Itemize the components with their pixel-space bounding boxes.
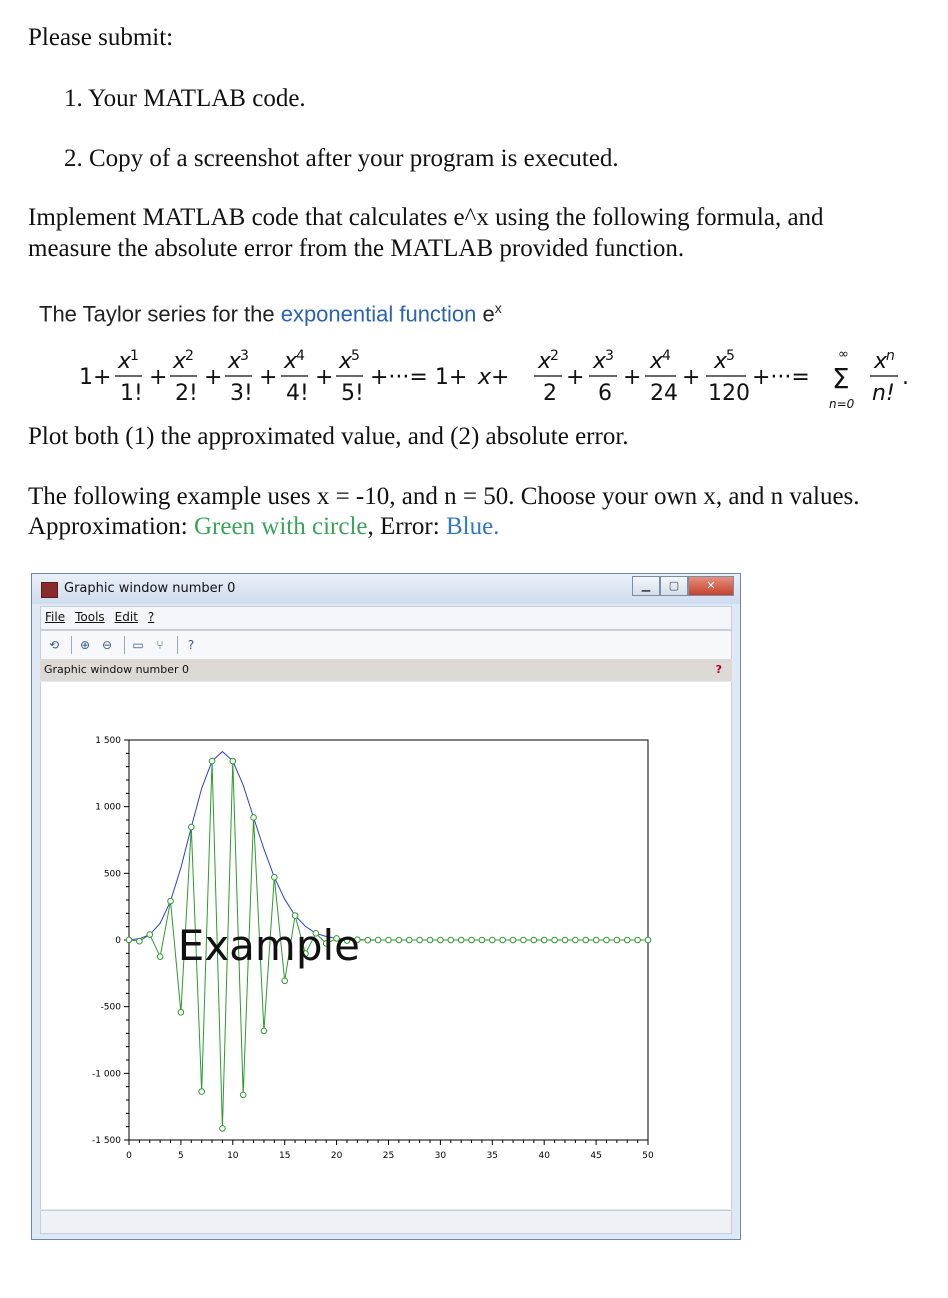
- x-tick-label: 15: [278, 1151, 291, 1161]
- implement-line-2: measure the absolute error from the MATLAB provided function.: [28, 235, 685, 262]
- approx-point: [406, 937, 412, 943]
- submit-item-2: 2. Copy of a screenshot after your program is executed.: [64, 145, 619, 172]
- toolbar: [40, 630, 732, 660]
- example-text: The following example uses x = -10, and n = 50. Choose your own x, and n values.: [28, 483, 860, 510]
- svg-text:+: +: [315, 365, 334, 390]
- approx-point: [126, 937, 132, 943]
- svg-text:5!: 5!: [341, 381, 364, 406]
- graphic-window: [31, 573, 741, 1240]
- approx-color-text: Green with circle: [193, 513, 368, 540]
- x-tick-label: 5: [178, 1151, 184, 1161]
- svg-text:+: +: [682, 365, 701, 390]
- x-tick-label: 25: [382, 1151, 395, 1161]
- implement-line-1: Implement MATLAB code that calculates e^x using the following formula, and: [28, 204, 824, 231]
- approx-point: [147, 932, 153, 938]
- chart: [41, 682, 733, 1209]
- zoom-in-icon[interactable]: ⊕: [79, 638, 91, 652]
- svg-text:2: 2: [550, 348, 559, 364]
- please-submit: Please submit:: [28, 24, 174, 51]
- toolbar-separator: [124, 636, 125, 654]
- svg-text:4: 4: [296, 348, 305, 364]
- window-title: Graphic window number 0: [64, 581, 236, 596]
- window-controls: [632, 576, 734, 595]
- approx-point: [386, 937, 392, 943]
- taylor-heading-e: e: [476, 301, 495, 327]
- svg-text:x: x: [118, 349, 132, 374]
- svg-text:+: +: [259, 365, 278, 390]
- zoom-out-icon[interactable]: ⊖: [101, 638, 113, 652]
- approx-point: [417, 937, 423, 943]
- y-tick-label: -1 000: [91, 1069, 121, 1080]
- approx-point: [230, 758, 236, 764]
- approx-point: [624, 937, 630, 943]
- approx-point: [261, 1028, 267, 1034]
- approx-point: [552, 937, 558, 943]
- approx-point: [188, 824, 194, 830]
- approx-point: [209, 758, 215, 764]
- svg-text:+···= 1+: +···= 1+: [370, 365, 468, 390]
- approx-point: [240, 1092, 246, 1098]
- approx-point: [272, 874, 278, 880]
- approx-point: [604, 937, 610, 943]
- approx-point: [157, 954, 163, 960]
- svg-text:5: 5: [351, 348, 360, 364]
- approx-point: [458, 937, 464, 943]
- svg-text:x: x: [173, 349, 187, 374]
- svg-text:x: x: [593, 349, 607, 374]
- approx-point: [448, 937, 454, 943]
- svg-text:2: 2: [543, 381, 557, 406]
- toolbar-separator: [177, 636, 178, 654]
- x-tick-label: 20: [330, 1151, 343, 1161]
- window-info-label: Graphic window number 0: [44, 663, 189, 676]
- menu-file[interactable]: File: [45, 610, 66, 624]
- svg-text:n!: n!: [872, 381, 895, 406]
- approx-point: [500, 937, 506, 943]
- approx-point: [510, 937, 516, 943]
- scilab-icon: [41, 582, 58, 598]
- approx-point: [375, 937, 381, 943]
- approx-point: [562, 937, 568, 943]
- svg-text:120: 120: [708, 381, 750, 406]
- approx-error-legend-text: [28, 512, 499, 542]
- window-info-bar: [40, 659, 732, 681]
- approx-point: [635, 937, 641, 943]
- approx-point: [490, 937, 496, 943]
- submit-item-1: 1. Your MATLAB code.: [64, 85, 306, 112]
- approx-point: [427, 937, 433, 943]
- menu-edit[interactable]: Edit: [114, 610, 138, 624]
- taylor-heading: [39, 300, 502, 327]
- svg-text:x: x: [650, 349, 664, 374]
- error-color-text: Blue.: [445, 513, 500, 540]
- approx-point: [220, 1126, 226, 1132]
- x-tick-label: 30: [434, 1151, 447, 1161]
- error-label: , Error:: [367, 513, 446, 540]
- close-button[interactable]: ✕: [688, 576, 734, 596]
- svg-text:+: +: [566, 365, 585, 390]
- y-tick-label: 1 500: [95, 736, 121, 746]
- approx-point: [292, 913, 298, 919]
- x-tick-label: 35: [486, 1151, 499, 1161]
- svg-text:x: x: [284, 349, 298, 374]
- x-tick-label: 0: [126, 1151, 132, 1161]
- approx-point: [365, 937, 371, 943]
- y-tick-label: -1 500: [91, 1136, 121, 1146]
- approx-point: [541, 937, 547, 943]
- approx-point: [137, 938, 143, 944]
- menu-bar: [40, 606, 732, 630]
- approx-point: [593, 937, 599, 943]
- approx-point: [521, 937, 527, 943]
- svg-text:Σ: Σ: [832, 362, 850, 395]
- approx-point: [199, 1089, 205, 1095]
- x-tick-label: 45: [590, 1151, 602, 1161]
- data-bounds-icon[interactable]: ▭: [132, 638, 144, 652]
- menu-tools[interactable]: Tools: [75, 610, 105, 624]
- approx-point: [614, 937, 620, 943]
- rotate-icon[interactable]: ⟲: [48, 638, 60, 652]
- svg-text:1+: 1+: [79, 365, 112, 390]
- plot-both-text: Plot both (1) the approximated value, and (2) absolute error.: [28, 423, 629, 450]
- svg-text:3!: 3!: [230, 381, 253, 406]
- svg-text:x: x: [478, 365, 492, 390]
- svg-text:4!: 4!: [286, 381, 309, 406]
- svg-text:3: 3: [240, 348, 249, 364]
- bottom-status-bar: [40, 1210, 732, 1234]
- svg-text:n: n: [886, 348, 895, 364]
- svg-text:x: x: [228, 349, 242, 374]
- approx-label: Approximation:: [28, 513, 194, 540]
- y-tick-label: 0: [115, 936, 121, 946]
- svg-text:+: +: [623, 365, 642, 390]
- exponential-function-link[interactable]: exponential function: [280, 301, 477, 327]
- plot-canvas[interactable]: [40, 682, 732, 1209]
- svg-text:+: +: [491, 365, 510, 390]
- minimize-button[interactable]: ▁: [632, 576, 660, 596]
- x-tick-label: 40: [538, 1151, 550, 1161]
- svg-text:x: x: [339, 349, 353, 374]
- svg-text:∞: ∞: [838, 347, 849, 362]
- approx-point: [469, 937, 475, 943]
- x-tick-label: 10: [227, 1151, 239, 1161]
- svg-text:4: 4: [662, 348, 671, 364]
- y-tick-label: -500: [100, 1002, 121, 1013]
- y-tick-label: 1 000: [95, 802, 121, 813]
- svg-text:2: 2: [185, 348, 194, 364]
- svg-text:n=0: n=0: [829, 397, 855, 411]
- example-annotation: Example: [177, 921, 361, 970]
- taylor-heading-x: x: [494, 300, 502, 316]
- svg-text:6: 6: [598, 381, 612, 406]
- help-icon[interactable]: ?: [187, 638, 195, 652]
- approx-point: [645, 937, 651, 943]
- info-help-icon[interactable]: ?: [715, 663, 722, 676]
- approx-point: [583, 937, 589, 943]
- maximize-button[interactable]: ▢: [660, 576, 688, 596]
- svg-text:.: .: [902, 365, 909, 390]
- svg-text:+···=: +···=: [752, 365, 810, 390]
- svg-text:1!: 1!: [120, 381, 143, 406]
- svg-text:5: 5: [726, 348, 735, 364]
- approx-point: [251, 815, 257, 821]
- svg-text:x: x: [874, 349, 888, 374]
- y-tick-label: 500: [103, 869, 121, 880]
- svg-text:3: 3: [605, 348, 614, 364]
- datatip-icon[interactable]: ⑂: [156, 638, 164, 652]
- window-titlebar[interactable]: [32, 574, 740, 604]
- approx-point: [178, 1009, 184, 1015]
- menu-help[interactable]: ?: [147, 610, 155, 624]
- approx-point: [438, 937, 444, 943]
- approx-point: [573, 937, 579, 943]
- svg-text:x: x: [538, 349, 552, 374]
- svg-text:2!: 2!: [175, 381, 198, 406]
- svg-text:+: +: [204, 365, 223, 390]
- svg-text:x: x: [714, 349, 728, 374]
- approx-point: [479, 937, 485, 943]
- approx-point: [531, 937, 537, 943]
- taylor-formula: [0, 336, 948, 416]
- svg-text:24: 24: [650, 381, 678, 406]
- approx-point: [282, 978, 288, 984]
- svg-text:1: 1: [130, 348, 139, 364]
- svg-text:+: +: [149, 365, 168, 390]
- approx-point: [396, 937, 402, 943]
- taylor-heading-text: The Taylor series for the: [39, 301, 281, 327]
- toolbar-separator: [71, 636, 72, 654]
- x-tick-label: 50: [642, 1151, 654, 1161]
- approx-point: [168, 898, 174, 904]
